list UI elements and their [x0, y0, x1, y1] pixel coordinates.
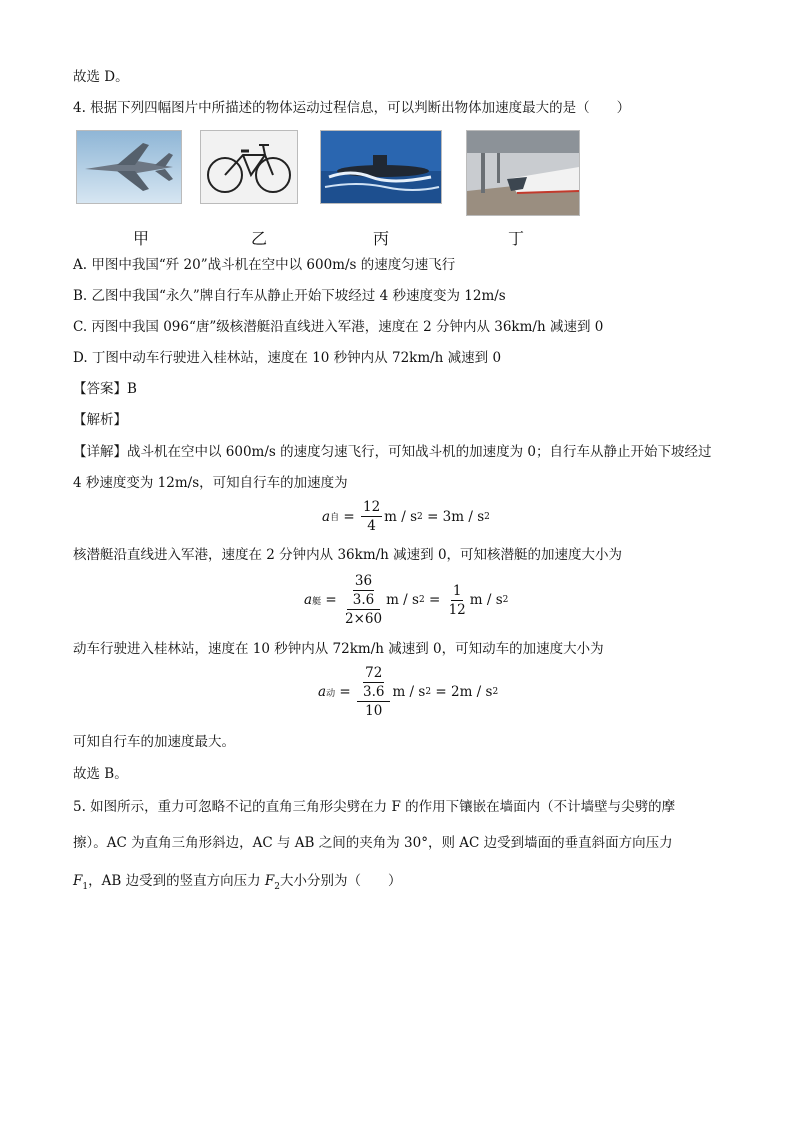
bicycle-image [200, 130, 298, 204]
submarine-text: 核潜艇沿直线进入军港，速度在 2 分钟内从 36km/h 减速到 0，可知核潜艇的加速度大小为 [73, 547, 623, 563]
force-f1: F [73, 873, 83, 889]
analysis-label: 【解析】 [73, 412, 127, 428]
question-4: 4. 根据下列四幅图片中所描述的物体运动过程信息，可以判断出物体加速度最大的是（ ） [73, 100, 631, 116]
question-5-line-1: 5. 如图所示，重力可忽略不记的直角三角形尖劈在力 F 的作用下镶嵌在墙面内（不计墙壁与尖劈的摩 [73, 799, 676, 815]
answer-choice-b: 故选 B。 [73, 766, 128, 782]
caption-bing: 丙 [373, 229, 390, 248]
detail-line-1: 【详解】战斗机在空中以 600m/s 的速度匀速飞行，可知战斗机的加速度为 0；自行车从静止开始下坡经过 [73, 444, 712, 460]
question-5-line-2: 擦）。AC 为直角三角形斜边，AC 与 AB 之间的夹角为 30°，则 AC 边受到墙面的垂直斜面方向压力 [73, 835, 673, 851]
conclusion-line: 可知自行车的加速度最大。 [73, 734, 235, 750]
equation-bicycle: a 自 = $\frac{12}{4}$ m / s 2 = 3m / s 2 [322, 499, 490, 534]
option-c: C. 丙图中我国 096“唐”级核潜艇沿直线进入军港，速度在 2 分钟内从 36km/h 减速到 0 [73, 319, 604, 335]
image-row [76, 130, 596, 220]
fighter-jet-image [76, 130, 182, 204]
answer-label: 【答案】B [73, 381, 137, 397]
caption-ding: 丁 [508, 229, 525, 248]
submarine-image [320, 130, 442, 204]
question-5-line-3: $F_1$，AB 边受到的竖直方向压力 $F_2$大小分别为（ ） [73, 873, 402, 892]
high-speed-train-image [466, 130, 580, 216]
equation-submarine: a 艇 = $\frac{\frac{36}{3.6}}{2\times 60}$ m / s 2 = $\frac{1}{12}$ m / s 2 [304, 573, 509, 627]
equation-train: a 动 = $\frac{\frac{72}{3.6}}{10}$ m / s 2 = 2m / s 2 [318, 665, 499, 719]
option-a: A. 甲图中我国“歼 20”战斗机在空中以 600m/s 的速度匀速飞行 [73, 257, 456, 273]
option-b: B. 乙图中我国“永久”牌自行车从静止开始下坡经过 4 秒速度变为 12m/s [73, 288, 506, 304]
train-text: 动车行驶进入桂林站，速度在 10 秒钟内从 72km/h 减速到 0，可知动车的加速度大小为 [73, 641, 604, 657]
caption-jia: 甲 [133, 229, 150, 248]
force-f2: F [264, 873, 275, 889]
option-d: D. 丁图中动车行驶进入桂林站，速度在 10 秒钟内从 72km/h 减速到 0 [73, 350, 502, 366]
caption-yi: 乙 [251, 229, 268, 248]
detail-line-2: 4 秒速度变为 12m/s，可知自行车的加速度为 [73, 475, 348, 491]
line-conclusion-prev: 故选 D。 [73, 69, 129, 85]
